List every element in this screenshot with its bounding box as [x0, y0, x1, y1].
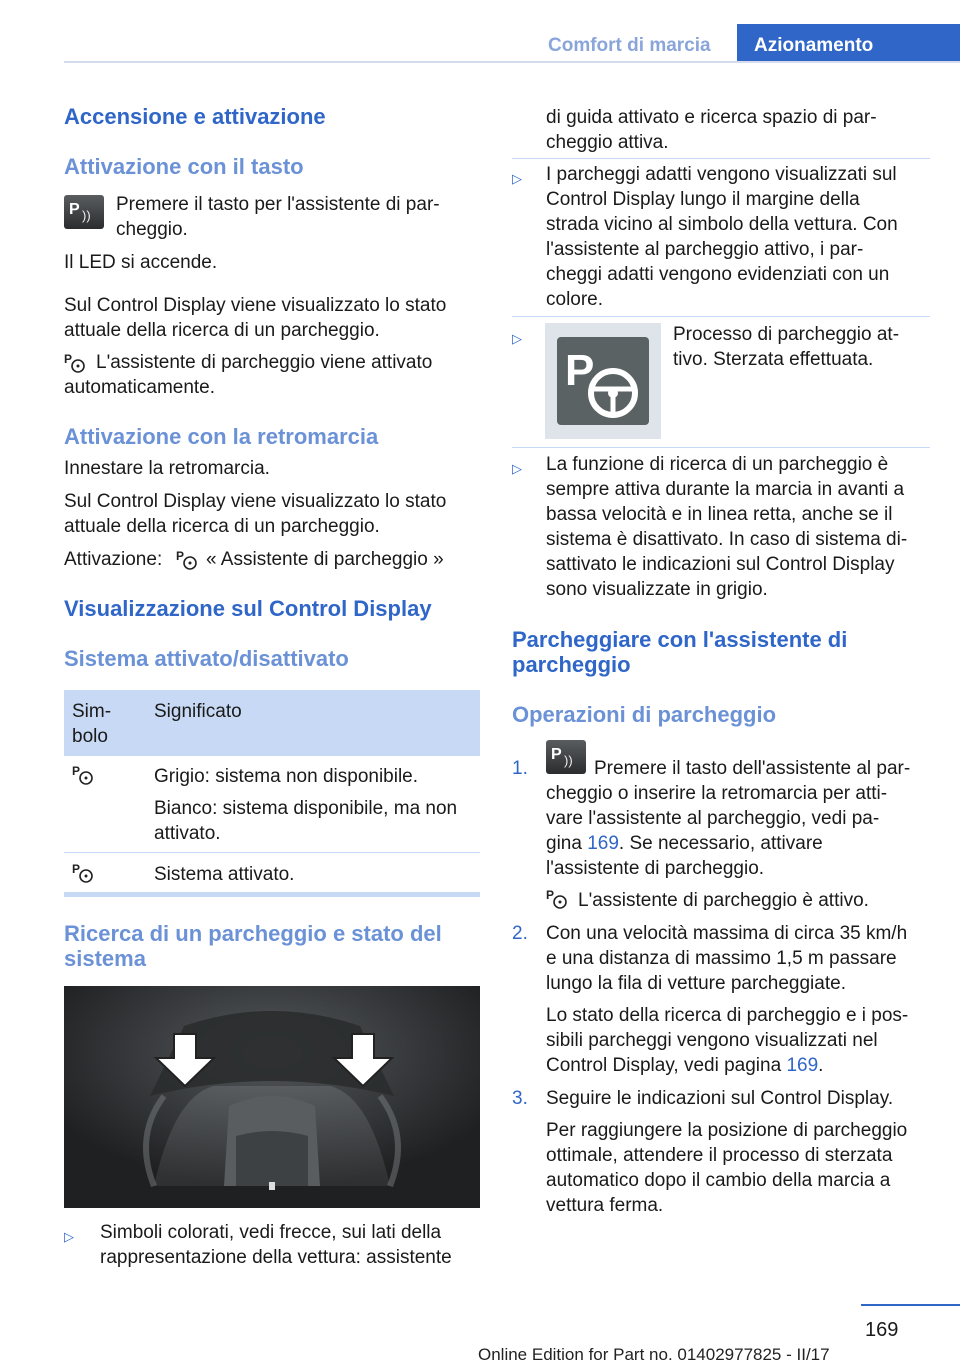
cd-status-line2: attuale della ricerca di un parcheggio.	[64, 320, 380, 341]
auto-activation-line1: L'assistente di parcheggio viene attivato	[96, 352, 433, 373]
cont-line2: cheggio attiva.	[546, 132, 669, 153]
step2-line1: Con una velocità massima di circa 35 km/h	[546, 923, 908, 944]
svg-text:P: P	[546, 888, 555, 902]
bullet4-line4: sistema è disattivato. In caso di sistema di-	[546, 529, 908, 550]
retro-line2: Sul Control Display viene visualizzato lo stato	[64, 491, 447, 512]
heading-sistema-attivato: Sistema attivato/disattivato	[64, 646, 349, 671]
bullet-divider	[512, 447, 930, 448]
heading-retromarcia: Attivazione con la retromarcia	[64, 424, 379, 449]
park-assist-button-icon: P ))	[546, 740, 586, 774]
tasto-text-line1: Premere il tasto per l'assistente di par-	[116, 194, 440, 215]
table-header	[64, 690, 480, 756]
heading-accensione: Accensione e attivazione	[64, 104, 326, 129]
step3-line2: Per raggiungere la posizione di parcheggio	[546, 1120, 908, 1141]
step1-number: 1.	[512, 758, 528, 779]
heading-attivazione-tasto: Attivazione con il tasto	[64, 154, 304, 179]
step3-line4: automatico dopo il cambio della marcia a	[546, 1170, 891, 1191]
cont-line1: di guida attivato e ricerca spazio di par-	[546, 107, 877, 128]
bullet2-line1: I parcheggi adatti vengono visualizzati sul	[546, 164, 897, 185]
parking-steering-icon-box	[545, 323, 661, 439]
bullet2-line2: Control Display lungo il margine della	[546, 189, 860, 210]
heading-ricerca-line2: sistema	[64, 946, 146, 971]
bullet3-line1: Processo di parcheggio at-	[673, 324, 900, 345]
bullet2-line6: colore.	[546, 289, 604, 310]
bullet-divider	[512, 316, 930, 317]
parking-steering-icon	[545, 323, 661, 439]
heading-visualizzazione: Visualizzazione sul Control Display	[64, 596, 432, 621]
bullet1-line1: Simboli colorati, vedi frecce, sui lati della	[100, 1222, 442, 1243]
table-row2-text: Sistema attivato.	[154, 864, 295, 885]
table-divider	[64, 852, 480, 853]
bullet3-line2: tivo. Sterzata effettuata.	[673, 349, 874, 370]
bullet2-line4: l'assistente al parcheggio attivo, i par-	[546, 239, 864, 260]
bullet-marker: ▷	[512, 461, 522, 476]
car-parking-illustration	[64, 986, 480, 1208]
table-col-simbolo-a: Sim-	[72, 701, 112, 722]
retro-line3: attuale della ricerca di un parcheggio.	[64, 516, 380, 537]
heading-parcheggiare-line1: Parcheggiare con l'assistente di	[512, 627, 848, 652]
auto-activation-line2: automaticamente.	[64, 377, 216, 398]
step1-line5: l'assistente di parcheggio.	[546, 858, 765, 879]
table-col-simbolo-b: bolo	[72, 726, 108, 747]
table-bottom-bar	[64, 892, 480, 897]
step3-line1: Seguire le indicazioni sul Control Display.	[546, 1088, 894, 1109]
park-assist-symbol-icon	[546, 888, 570, 910]
table-row1-text-b1: Bianco: sistema disponibile, ma non	[154, 798, 458, 819]
step1-line4: gina 169. Se necessario, attivare	[546, 833, 823, 854]
step3-line5: vettura ferma.	[546, 1195, 664, 1216]
control-display-figure	[64, 986, 480, 1208]
step3-number: 3.	[512, 1088, 528, 1109]
footer-edition: Online Edition for Part no. 01402977825 - II/17	[478, 1345, 830, 1362]
park-assist-symbol-icon	[176, 549, 200, 571]
cd-status-line1: Sul Control Display viene visualizzato lo stato	[64, 295, 447, 316]
park-assist-active-icon	[72, 862, 96, 884]
heading-ricerca-line1: Ricerca di un parcheggio e stato del	[64, 921, 442, 946]
attivazione-menu: « Assistente di parcheggio »	[206, 549, 444, 570]
retro-line1: Innestare la retromarcia.	[64, 458, 270, 479]
step1-line2: cheggio o inserire la retromarcia per atti-	[546, 783, 888, 804]
step2-number: 2.	[512, 923, 528, 944]
svg-text:P: P	[72, 764, 81, 778]
table-row1-text-b2: attivato.	[154, 823, 221, 844]
bullet4-line3: bassa velocità e in linea retta, anche se il	[546, 504, 893, 525]
svg-text:P: P	[72, 862, 81, 876]
header-tab-comfort[interactable]: Comfort di marcia	[548, 35, 711, 56]
step3-line3: ottimale, attendere il processo di sterzata	[546, 1145, 893, 1166]
step2-line4: Lo stato della ricerca di parcheggio e i pos-	[546, 1005, 909, 1026]
heading-operazioni: Operazioni di parcheggio	[512, 702, 777, 727]
footer-divider	[861, 1304, 960, 1306]
bullet4-line5: sattivato le indicazioni sul Control Display	[546, 554, 895, 575]
park-assist-symbol-icon	[64, 352, 88, 374]
step1-line3: vare l'assistente al parcheggio, vedi pa-	[546, 808, 880, 829]
park-assist-gray-icon	[72, 764, 96, 786]
park-assist-button-icon: P ))	[64, 195, 104, 229]
bullet2-line5: cheggi adatti vengono evidenziati con un	[546, 264, 890, 285]
bullet-divider	[512, 158, 930, 159]
bullet-marker: ▷	[512, 171, 522, 186]
attivazione-label: Attivazione:	[64, 549, 163, 570]
step2-line5: sibili parcheggi vengono visualizzati nel	[546, 1030, 878, 1051]
bullet1-line2: rappresentazione della vettura: assistente	[100, 1247, 452, 1268]
step1-line6: L'assistente di parcheggio è attivo.	[578, 890, 869, 911]
led-text: Il LED si accende.	[64, 252, 218, 273]
bullet4-line1: La funzione di ricerca di un parcheggio è	[546, 454, 889, 475]
bullet4-line6: sono visualizzate in grigio.	[546, 579, 768, 600]
bullet2-line3: strada vicino al simbolo della vettura. Con	[546, 214, 898, 235]
svg-text:P: P	[64, 352, 73, 366]
step1-line1: Premere il tasto dell'assistente al par-	[594, 758, 911, 779]
page-link-169[interactable]: 169	[587, 833, 619, 854]
bullet-marker: ▷	[64, 1229, 74, 1244]
table-col-significato: Significato	[154, 701, 242, 722]
tasto-text-line2: cheggio.	[116, 219, 188, 240]
page-link-169[interactable]: 169	[786, 1055, 819, 1076]
page-number: 169	[865, 1319, 899, 1341]
svg-text:P: P	[176, 549, 185, 563]
svg-text:P: P	[565, 346, 595, 395]
bullet4-line2: sempre attiva durante la marcia in avanti a	[546, 479, 905, 500]
header-divider	[64, 61, 960, 63]
step2-line2: e una distanza di massimo 1,5 m passare	[546, 948, 897, 969]
table-row1-text-a: Grigio: sistema non disponibile.	[154, 766, 419, 787]
header-tab-azionamento[interactable]: Azionamento	[737, 24, 960, 63]
step2-line6: Control Display, vedi pagina 169.	[546, 1055, 824, 1076]
heading-parcheggiare-line2: parcheggio	[512, 652, 631, 677]
step2-line3: lungo la fila di vetture parcheggiate.	[546, 973, 846, 994]
bullet-marker: ▷	[512, 331, 522, 346]
